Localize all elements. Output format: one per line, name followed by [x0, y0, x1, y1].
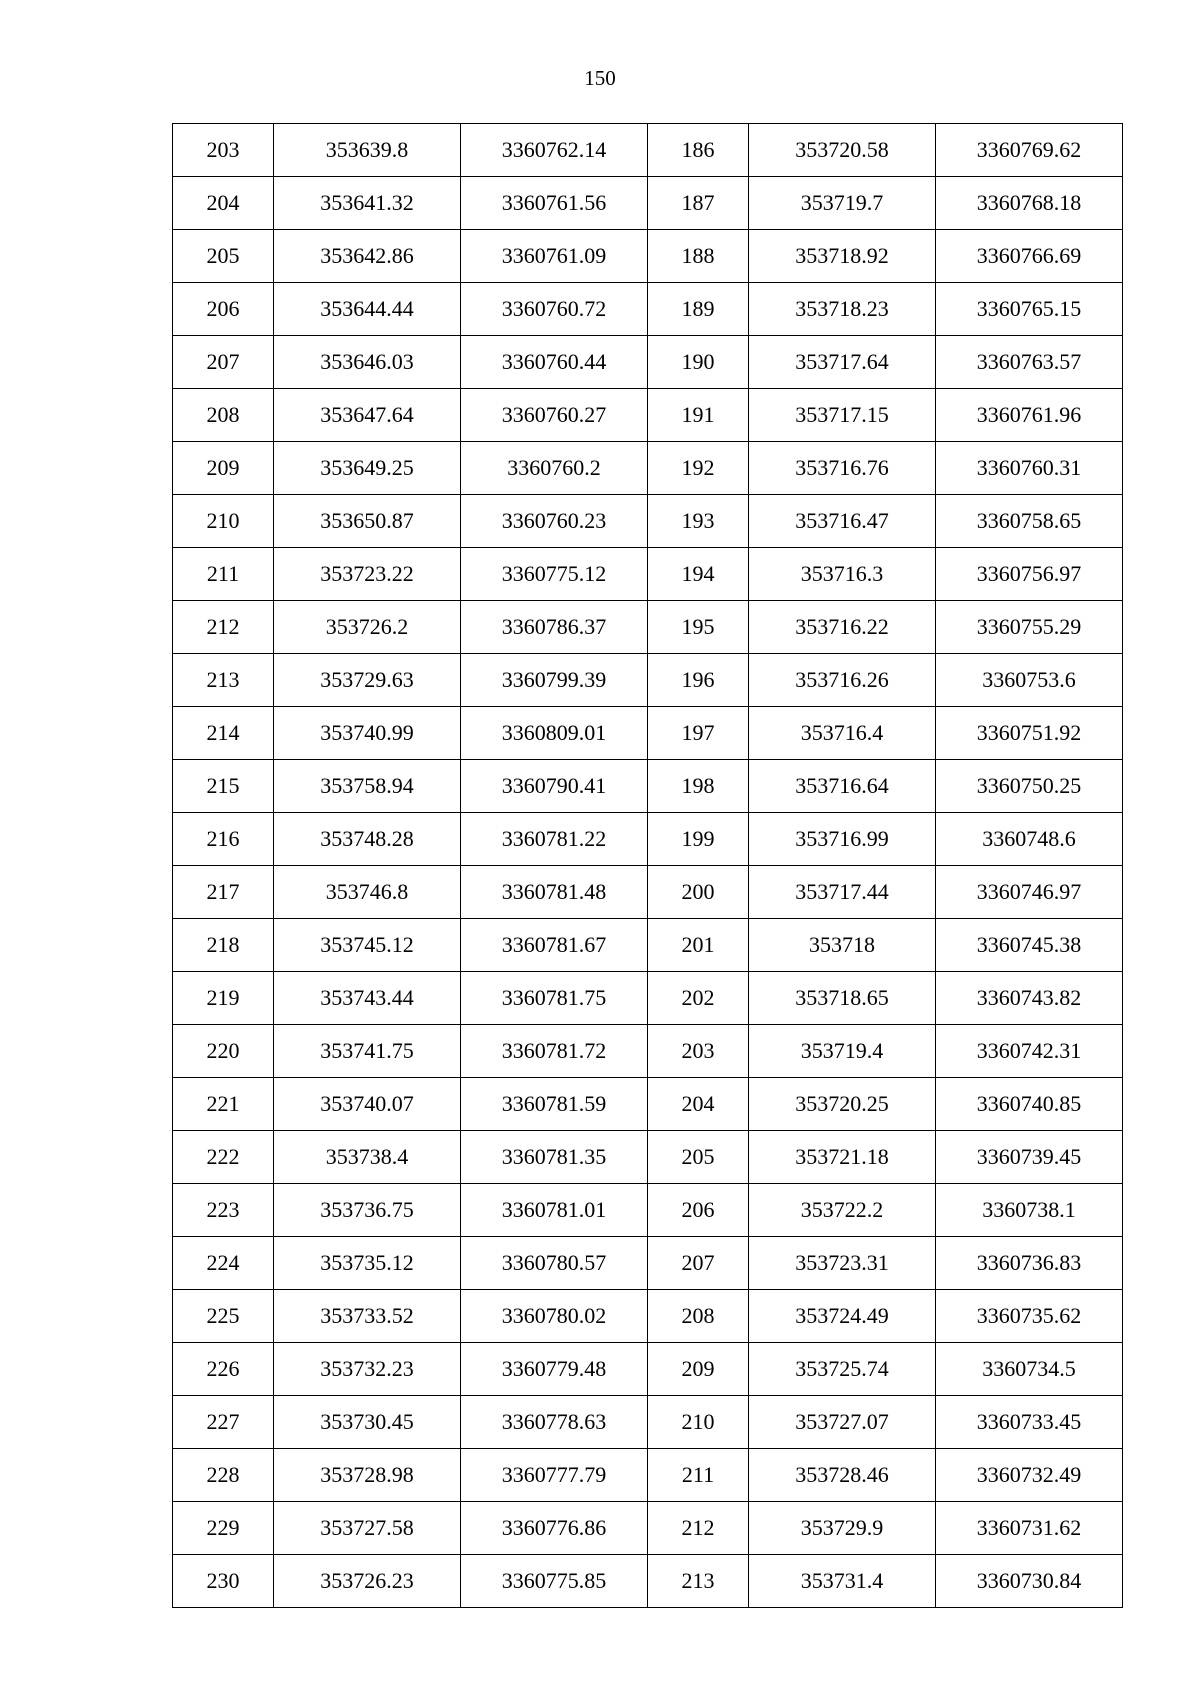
- y-coordinate-left-cell: 3360778.63: [461, 1396, 648, 1449]
- table-row: [173, 495, 1123, 548]
- x-coordinate-right-cell: 353720.58: [749, 124, 936, 177]
- point-id-left-cell: 211: [173, 548, 274, 601]
- y-coordinate-left-cell: 3360781.75: [461, 972, 648, 1025]
- point-id-left-cell: 221: [173, 1078, 274, 1131]
- x-coordinate-left-cell: 353732.23: [274, 1343, 461, 1396]
- table-row: [173, 442, 1123, 495]
- table-row: [173, 866, 1123, 919]
- table-row: [173, 283, 1123, 336]
- point-id-right-cell: 197: [648, 707, 749, 760]
- table-row: [173, 1555, 1123, 1608]
- y-coordinate-right-cell: 3360748.6: [936, 813, 1123, 866]
- x-coordinate-left-cell: 353733.52: [274, 1290, 461, 1343]
- x-coordinate-left-cell: 353726.23: [274, 1555, 461, 1608]
- y-coordinate-right-cell: 3360766.69: [936, 230, 1123, 283]
- page-number: 150: [584, 66, 616, 90]
- x-coordinate-left-cell: 353641.32: [274, 177, 461, 230]
- x-coordinate-right-cell: 353720.25: [749, 1078, 936, 1131]
- point-id-right-cell: 189: [648, 283, 749, 336]
- point-id-right-cell: 212: [648, 1502, 749, 1555]
- x-coordinate-left-cell: 353727.58: [274, 1502, 461, 1555]
- y-coordinate-left-cell: 3360761.56: [461, 177, 648, 230]
- point-id-left-cell: 219: [173, 972, 274, 1025]
- point-id-right-cell: 202: [648, 972, 749, 1025]
- x-coordinate-right-cell: 353716.47: [749, 495, 936, 548]
- point-id-left-cell: 203: [173, 124, 274, 177]
- y-coordinate-right-cell: 3360730.84: [936, 1555, 1123, 1608]
- y-coordinate-left-cell: 3360761.09: [461, 230, 648, 283]
- point-id-right-cell: 203: [648, 1025, 749, 1078]
- point-id-left-cell: 220: [173, 1025, 274, 1078]
- x-coordinate-left-cell: 353728.98: [274, 1449, 461, 1502]
- table-row: [173, 177, 1123, 230]
- x-coordinate-left-cell: 353646.03: [274, 336, 461, 389]
- point-id-right-cell: 196: [648, 654, 749, 707]
- point-id-right-cell: 191: [648, 389, 749, 442]
- y-coordinate-left-cell: 3360790.41: [461, 760, 648, 813]
- table-row: [173, 1131, 1123, 1184]
- point-id-right-cell: 207: [648, 1237, 749, 1290]
- y-coordinate-left-cell: 3360776.86: [461, 1502, 648, 1555]
- y-coordinate-right-cell: 3360731.62: [936, 1502, 1123, 1555]
- y-coordinate-left-cell: 3360760.72: [461, 283, 648, 336]
- table-row: [173, 1396, 1123, 1449]
- x-coordinate-right-cell: 353717.64: [749, 336, 936, 389]
- table-row: [173, 1184, 1123, 1237]
- x-coordinate-left-cell: 353740.99: [274, 707, 461, 760]
- x-coordinate-left-cell: 353726.2: [274, 601, 461, 654]
- x-coordinate-right-cell: 353729.9: [749, 1502, 936, 1555]
- y-coordinate-right-cell: 3360760.31: [936, 442, 1123, 495]
- point-id-right-cell: 213: [648, 1555, 749, 1608]
- x-coordinate-left-cell: 353736.75: [274, 1184, 461, 1237]
- y-coordinate-left-cell: 3360760.44: [461, 336, 648, 389]
- coordinate-table-body: [173, 124, 1123, 1608]
- x-coordinate-right-cell: 353719.4: [749, 1025, 936, 1078]
- x-coordinate-right-cell: 353723.31: [749, 1237, 936, 1290]
- x-coordinate-right-cell: 353728.46: [749, 1449, 936, 1502]
- table-row: [173, 919, 1123, 972]
- y-coordinate-right-cell: 3360743.82: [936, 972, 1123, 1025]
- point-id-left-cell: 210: [173, 495, 274, 548]
- x-coordinate-right-cell: 353716.3: [749, 548, 936, 601]
- y-coordinate-left-cell: 3360786.37: [461, 601, 648, 654]
- table-row: [173, 1502, 1123, 1555]
- point-id-right-cell: 211: [648, 1449, 749, 1502]
- point-id-right-cell: 205: [648, 1131, 749, 1184]
- table-row: [173, 124, 1123, 177]
- table-row: [173, 230, 1123, 283]
- x-coordinate-right-cell: 353716.4: [749, 707, 936, 760]
- point-id-right-cell: 193: [648, 495, 749, 548]
- y-coordinate-right-cell: 3360735.62: [936, 1290, 1123, 1343]
- x-coordinate-left-cell: 353741.75: [274, 1025, 461, 1078]
- y-coordinate-right-cell: 3360763.57: [936, 336, 1123, 389]
- x-coordinate-left-cell: 353642.86: [274, 230, 461, 283]
- y-coordinate-right-cell: 3360738.1: [936, 1184, 1123, 1237]
- y-coordinate-right-cell: 3360733.45: [936, 1396, 1123, 1449]
- x-coordinate-left-cell: 353746.8: [274, 866, 461, 919]
- y-coordinate-left-cell: 3360799.39: [461, 654, 648, 707]
- table-row: [173, 548, 1123, 601]
- point-id-left-cell: 222: [173, 1131, 274, 1184]
- point-id-left-cell: 217: [173, 866, 274, 919]
- x-coordinate-right-cell: 353731.4: [749, 1555, 936, 1608]
- x-coordinate-left-cell: 353644.44: [274, 283, 461, 336]
- point-id-left-cell: 225: [173, 1290, 274, 1343]
- point-id-left-cell: 218: [173, 919, 274, 972]
- point-id-left-cell: 214: [173, 707, 274, 760]
- y-coordinate-left-cell: 3360781.35: [461, 1131, 648, 1184]
- point-id-left-cell: 208: [173, 389, 274, 442]
- table-row: [173, 389, 1123, 442]
- y-coordinate-left-cell: 3360780.02: [461, 1290, 648, 1343]
- x-coordinate-left-cell: 353738.4: [274, 1131, 461, 1184]
- x-coordinate-right-cell: 353717.44: [749, 866, 936, 919]
- point-id-left-cell: 216: [173, 813, 274, 866]
- y-coordinate-right-cell: 3360761.96: [936, 389, 1123, 442]
- table-row: [173, 813, 1123, 866]
- y-coordinate-left-cell: 3360760.23: [461, 495, 648, 548]
- x-coordinate-left-cell: 353650.87: [274, 495, 461, 548]
- point-id-left-cell: 212: [173, 601, 274, 654]
- y-coordinate-left-cell: 3360760.27: [461, 389, 648, 442]
- point-id-right-cell: 208: [648, 1290, 749, 1343]
- y-coordinate-right-cell: 3360734.5: [936, 1343, 1123, 1396]
- x-coordinate-left-cell: 353735.12: [274, 1237, 461, 1290]
- x-coordinate-left-cell: 353639.8: [274, 124, 461, 177]
- x-coordinate-left-cell: 353743.44: [274, 972, 461, 1025]
- x-coordinate-right-cell: 353716.22: [749, 601, 936, 654]
- x-coordinate-left-cell: 353729.63: [274, 654, 461, 707]
- point-id-left-cell: 215: [173, 760, 274, 813]
- y-coordinate-left-cell: 3360781.48: [461, 866, 648, 919]
- x-coordinate-left-cell: 353649.25: [274, 442, 461, 495]
- point-id-right-cell: 192: [648, 442, 749, 495]
- x-coordinate-right-cell: 353718.65: [749, 972, 936, 1025]
- point-id-left-cell: 213: [173, 654, 274, 707]
- point-id-left-cell: 227: [173, 1396, 274, 1449]
- y-coordinate-left-cell: 3360781.72: [461, 1025, 648, 1078]
- x-coordinate-left-cell: 353647.64: [274, 389, 461, 442]
- table-row: [173, 654, 1123, 707]
- point-id-left-cell: 226: [173, 1343, 274, 1396]
- y-coordinate-right-cell: 3360769.62: [936, 124, 1123, 177]
- table-row: [173, 1290, 1123, 1343]
- y-coordinate-right-cell: 3360739.45: [936, 1131, 1123, 1184]
- y-coordinate-left-cell: 3360762.14: [461, 124, 648, 177]
- y-coordinate-right-cell: 3360768.18: [936, 177, 1123, 230]
- point-id-right-cell: 204: [648, 1078, 749, 1131]
- y-coordinate-right-cell: 3360750.25: [936, 760, 1123, 813]
- table-row: [173, 1025, 1123, 1078]
- y-coordinate-left-cell: 3360809.01: [461, 707, 648, 760]
- y-coordinate-right-cell: 3360753.6: [936, 654, 1123, 707]
- y-coordinate-right-cell: 3360755.29: [936, 601, 1123, 654]
- point-id-right-cell: 195: [648, 601, 749, 654]
- x-coordinate-right-cell: 353716.64: [749, 760, 936, 813]
- point-id-right-cell: 201: [648, 919, 749, 972]
- point-id-right-cell: 187: [648, 177, 749, 230]
- y-coordinate-right-cell: 3360745.38: [936, 919, 1123, 972]
- x-coordinate-right-cell: 353727.07: [749, 1396, 936, 1449]
- point-id-right-cell: 209: [648, 1343, 749, 1396]
- point-id-left-cell: 206: [173, 283, 274, 336]
- y-coordinate-right-cell: 3360740.85: [936, 1078, 1123, 1131]
- point-id-left-cell: 207: [173, 336, 274, 389]
- y-coordinate-left-cell: 3360780.57: [461, 1237, 648, 1290]
- table-row: [173, 707, 1123, 760]
- y-coordinate-left-cell: 3360777.79: [461, 1449, 648, 1502]
- x-coordinate-right-cell: 353721.18: [749, 1131, 936, 1184]
- y-coordinate-right-cell: 3360758.65: [936, 495, 1123, 548]
- point-id-left-cell: 209: [173, 442, 274, 495]
- point-id-right-cell: 206: [648, 1184, 749, 1237]
- x-coordinate-right-cell: 353716.26: [749, 654, 936, 707]
- table-row: [173, 972, 1123, 1025]
- table-row: [173, 1343, 1123, 1396]
- y-coordinate-left-cell: 3360779.48: [461, 1343, 648, 1396]
- table-row: [173, 760, 1123, 813]
- point-id-right-cell: 200: [648, 866, 749, 919]
- x-coordinate-left-cell: 353723.22: [274, 548, 461, 601]
- point-id-right-cell: 194: [648, 548, 749, 601]
- table-row: [173, 336, 1123, 389]
- y-coordinate-left-cell: 3360760.2: [461, 442, 648, 495]
- x-coordinate-right-cell: 353724.49: [749, 1290, 936, 1343]
- table-row: [173, 1078, 1123, 1131]
- table-row: [173, 601, 1123, 654]
- x-coordinate-left-cell: 353748.28: [274, 813, 461, 866]
- point-id-right-cell: 188: [648, 230, 749, 283]
- x-coordinate-right-cell: 353716.99: [749, 813, 936, 866]
- y-coordinate-right-cell: 3360756.97: [936, 548, 1123, 601]
- y-coordinate-right-cell: 3360742.31: [936, 1025, 1123, 1078]
- point-id-left-cell: 228: [173, 1449, 274, 1502]
- x-coordinate-left-cell: 353758.94: [274, 760, 461, 813]
- point-id-left-cell: 204: [173, 177, 274, 230]
- x-coordinate-right-cell: 353717.15: [749, 389, 936, 442]
- x-coordinate-right-cell: 353719.7: [749, 177, 936, 230]
- point-id-left-cell: 229: [173, 1502, 274, 1555]
- point-id-right-cell: 186: [648, 124, 749, 177]
- point-id-right-cell: 190: [648, 336, 749, 389]
- y-coordinate-left-cell: 3360775.85: [461, 1555, 648, 1608]
- y-coordinate-left-cell: 3360775.12: [461, 548, 648, 601]
- coordinate-table: [172, 123, 1123, 1608]
- y-coordinate-left-cell: 3360781.22: [461, 813, 648, 866]
- table-row: [173, 1237, 1123, 1290]
- y-coordinate-left-cell: 3360781.01: [461, 1184, 648, 1237]
- x-coordinate-right-cell: 353718.92: [749, 230, 936, 283]
- y-coordinate-right-cell: 3360746.97: [936, 866, 1123, 919]
- x-coordinate-right-cell: 353718: [749, 919, 936, 972]
- x-coordinate-right-cell: 353725.74: [749, 1343, 936, 1396]
- x-coordinate-left-cell: 353730.45: [274, 1396, 461, 1449]
- point-id-right-cell: 199: [648, 813, 749, 866]
- x-coordinate-right-cell: 353716.76: [749, 442, 936, 495]
- y-coordinate-right-cell: 3360765.15: [936, 283, 1123, 336]
- point-id-left-cell: 230: [173, 1555, 274, 1608]
- point-id-left-cell: 224: [173, 1237, 274, 1290]
- y-coordinate-right-cell: 3360736.83: [936, 1237, 1123, 1290]
- point-id-right-cell: 198: [648, 760, 749, 813]
- y-coordinate-left-cell: 3360781.59: [461, 1078, 648, 1131]
- y-coordinate-left-cell: 3360781.67: [461, 919, 648, 972]
- x-coordinate-left-cell: 353740.07: [274, 1078, 461, 1131]
- table-row: [173, 1449, 1123, 1502]
- x-coordinate-right-cell: 353718.23: [749, 283, 936, 336]
- point-id-left-cell: 205: [173, 230, 274, 283]
- y-coordinate-right-cell: 3360732.49: [936, 1449, 1123, 1502]
- point-id-left-cell: 223: [173, 1184, 274, 1237]
- x-coordinate-right-cell: 353722.2: [749, 1184, 936, 1237]
- point-id-right-cell: 210: [648, 1396, 749, 1449]
- y-coordinate-right-cell: 3360751.92: [936, 707, 1123, 760]
- x-coordinate-left-cell: 353745.12: [274, 919, 461, 972]
